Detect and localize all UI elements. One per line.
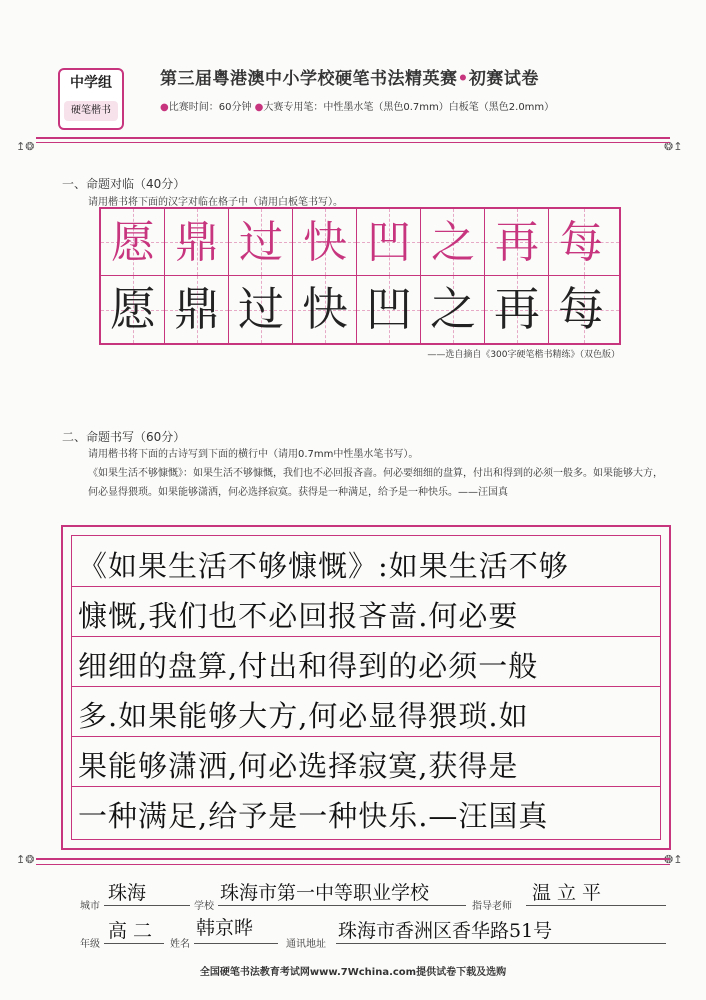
copied-char: 鼎 <box>174 282 220 336</box>
model-char: 凹 <box>367 217 411 268</box>
writing-area-inner <box>71 535 661 840</box>
city-underline <box>104 905 190 906</box>
page-title <box>160 64 539 89</box>
model-char: 快 <box>303 217 347 268</box>
bullet-icon: ● <box>160 102 169 113</box>
badge-type: 硬笔楷书 <box>64 101 118 121</box>
handwritten-line: 一种满足,给予是一种快乐.—汪国真 <box>78 799 549 833</box>
exam-pen: 大赛专用笔：中性墨水笔（黑色0.7mm）白板笔（黑色2.0mm） <box>263 102 555 113</box>
corner-ornament-icon: ↥❂ <box>16 140 35 153</box>
ruled-line <box>72 636 660 637</box>
model-char: 过 <box>239 217 283 268</box>
section2-title: 二、命题书写（60分） <box>62 430 186 444</box>
handwritten-line: 《如果生活不够慷慨》:如果生活不够 <box>78 549 569 583</box>
title-dot: • <box>457 69 469 89</box>
badge-group: 中学组 <box>70 75 112 91</box>
copied-char: 之 <box>430 282 476 336</box>
grid-cell <box>229 276 293 343</box>
grid-cell <box>293 209 357 276</box>
corner-ornament-icon: ❂↥ <box>664 140 683 153</box>
city-label: 城市 <box>80 901 100 912</box>
address-label: 通讯地址 <box>286 939 326 950</box>
school-underline <box>218 905 466 906</box>
section1-title: 一、命题对临（40分） <box>62 177 186 191</box>
copied-char: 凹 <box>366 282 412 336</box>
footer-note: 全国硬笔书法教育考试网www.7Wchina.com提供试卷下载及选购 <box>199 967 507 978</box>
teacher-label: 指导老师 <box>472 901 512 912</box>
model-char: 每 <box>559 217 603 268</box>
grid-cell <box>549 209 619 276</box>
copied-char: 快 <box>302 282 348 336</box>
bottom-divider-thin <box>36 864 670 865</box>
ruled-line <box>72 686 660 687</box>
copy-grid <box>99 207 621 345</box>
grade-value: 高二 <box>108 920 159 942</box>
group-badge <box>58 68 124 130</box>
passage-text: 《如果生活不够慷慨》：如果生活不够慷慨，我们也不必回报吝啬。何必要细细的盘算，付出和得到的必须一般多。如果能够大方，何必显得猥琐。如果能够潇洒，何必选择寂寞。获得是一种满足，给予是一种快乐。——汪国真 <box>88 468 663 498</box>
handwritten-line: 果能够潇洒,何必选择寂寞,获得是 <box>78 749 519 783</box>
grade-label: 年级 <box>80 939 100 950</box>
ruled-line <box>72 736 660 737</box>
title-main: 第三届粤港澳中小学校硬笔书法精英赛 <box>160 69 458 89</box>
copied-char: 过 <box>238 282 284 336</box>
name-label: 姓名 <box>170 939 190 950</box>
grid-cell <box>357 276 421 343</box>
copied-char: 再 <box>494 282 540 336</box>
teacher-underline <box>526 905 666 906</box>
grade-underline <box>104 943 164 944</box>
address-value: 珠海市香洲区香华路51号 <box>338 920 553 942</box>
address-underline <box>336 943 666 944</box>
model-char: 之 <box>431 217 475 268</box>
grid-cell <box>357 209 421 276</box>
exam-time: 比赛时间：60分钟 <box>168 102 252 113</box>
grid-cell <box>165 209 229 276</box>
grid-cell <box>229 209 293 276</box>
teacher-value: 温立平 <box>532 882 608 904</box>
grid-cell <box>549 276 619 343</box>
grid-cell <box>101 276 165 343</box>
copied-char: 愿 <box>110 282 156 336</box>
name-value: 韩京晔 <box>196 917 254 939</box>
exam-info <box>160 98 554 113</box>
bottom-divider <box>36 858 670 860</box>
title-sub: 初赛试卷 <box>468 69 539 89</box>
school-label: 学校 <box>194 901 214 912</box>
bullet-icon: ● <box>254 102 264 113</box>
school-value: 珠海市第一中等职业学校 <box>220 882 430 904</box>
source-citation: ——选自摘自《300字硬笔楷书精练》（双色版） <box>427 350 620 360</box>
grid-cell <box>485 276 549 343</box>
handwritten-line: 细细的盘算,付出和得到的必须一般 <box>78 649 539 683</box>
writing-area <box>61 525 671 850</box>
city-value: 珠海 <box>108 882 147 904</box>
section2-instruction: 请用楷书将下面的古诗写到下面的横行中（请用0.7mm中性墨水笔书写）。 <box>88 449 419 460</box>
model-char: 愿 <box>111 217 155 268</box>
name-underline <box>194 943 278 944</box>
handwritten-line: 多.如果能够大方,何必显得猥琐.如 <box>78 699 529 733</box>
ruled-line <box>72 786 660 787</box>
model-char: 再 <box>495 217 539 268</box>
top-divider <box>36 137 670 139</box>
grid-cell <box>421 209 485 276</box>
grid-cell <box>293 276 357 343</box>
corner-ornament-icon: ↥❂ <box>16 853 35 866</box>
copied-char: 每 <box>558 282 604 336</box>
grid-cell <box>421 276 485 343</box>
top-divider-thin <box>36 142 670 143</box>
corner-ornament-icon: ❂↥ <box>664 853 683 866</box>
section1-instruction: 请用楷书将下面的汉字对临在格子中（请用白板笔书写）。 <box>88 197 343 208</box>
handwritten-line: 慷慨,我们也不必回报吝啬.何必要 <box>78 599 519 633</box>
model-char: 鼎 <box>175 217 219 268</box>
grid-cell <box>485 209 549 276</box>
grid-cell <box>165 276 229 343</box>
grid-cell <box>101 209 165 276</box>
ruled-line <box>72 586 660 587</box>
